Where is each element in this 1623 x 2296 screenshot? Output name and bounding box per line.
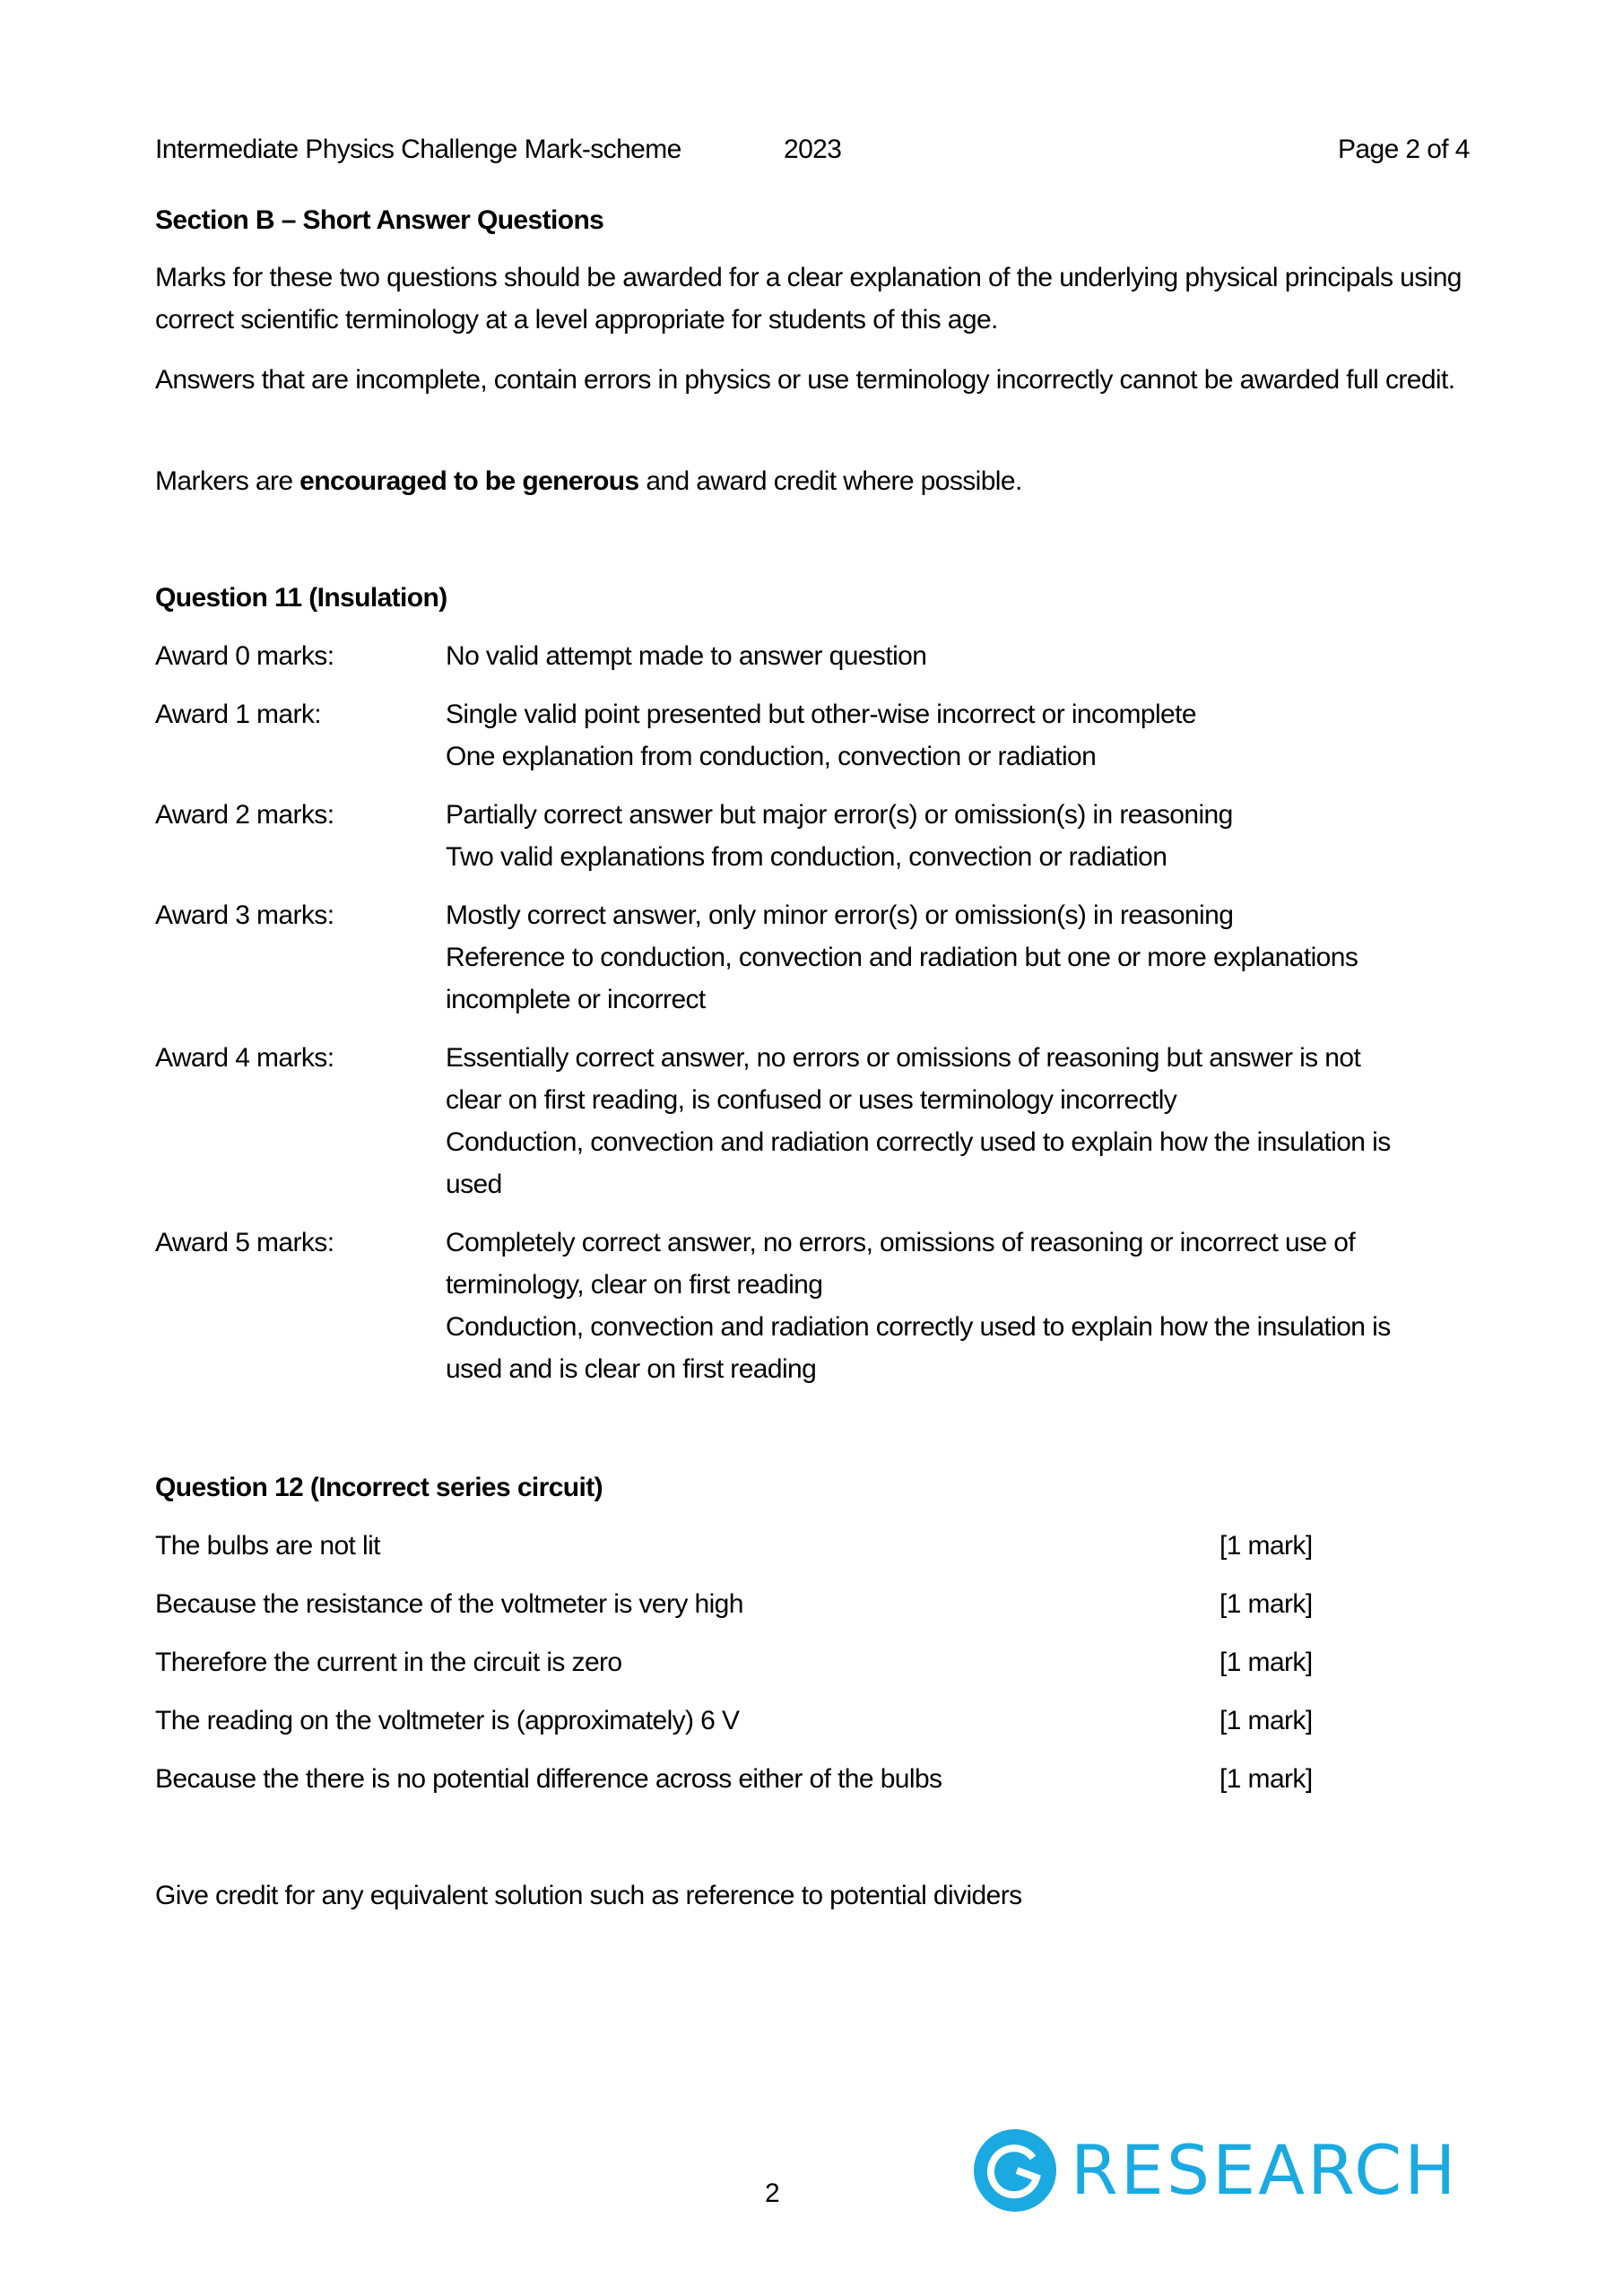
logo-wordmark: RESEARCH [1071,2130,1459,2210]
question-12-heading: Question 12 (Incorrect series circuit) [155,1473,603,1502]
award-criterion: Conduction, convection and radiation correctly used to explain how the insulation is [446,1312,1391,1342]
mark-point-row [155,1641,1321,1683]
award-criterion: Conduction, convection and radiation correctly used to explain how the insulation is [446,1127,1391,1157]
mark-point-row [155,1583,1321,1625]
intro-paragraph-2: Answers that are incomplete, contain errors in physics or use terminology incorrectly cannot be awarded full credit. [155,365,1455,395]
award-criterion: Mostly correct answer, only minor error(s) or omission(s) in reasoning [446,900,1234,930]
mark-point-value: [1 mark] [1219,1764,1313,1794]
award-criterion: One explanation from conduction, convection or radiation [446,742,1097,771]
generosity-emphasis: encouraged to be generous [299,466,639,496]
award-label: Award 0 marks: [155,641,334,671]
award-label: Award 1 mark: [155,700,322,729]
mark-point-row [155,1525,1321,1567]
award-label: Award 5 marks: [155,1228,334,1257]
mark-point-value: [1 mark] [1219,1706,1313,1735]
mark-point-text: Therefore the current in the circuit is zero [155,1648,622,1677]
award-criterion: Two valid explanations from conduction, convection or radiation [446,842,1167,872]
document-title: Intermediate Physics Challenge Mark-scheme [155,135,681,164]
award-criterion: incomplete or incorrect [446,985,706,1014]
award-label: Award 3 marks: [155,900,334,930]
generosity-prefix: Markers are [155,466,300,496]
award-label: Award 2 marks: [155,800,334,830]
award-criterion: clear on first reading, is confused or uses terminology incorrectly [446,1085,1177,1115]
mark-point-text: Because the resistance of the voltmeter is very high [155,1589,743,1619]
award-criterion: Single valid point presented but other-wise incorrect or incomplete [446,700,1196,729]
document-year: 2023 [784,135,842,164]
award-criterion: terminology, clear on first reading [446,1270,823,1300]
generosity-suffix: and award credit where possible. [638,466,1022,496]
intro-paragraph-1: Marks for these two questions should be awarded for a clear explanation of the underlying physical principals using correct scientific terminology at a level appropriate for students of this age. [155,263,1462,335]
section-heading: Section B – Short Answer Questions [155,205,604,235]
mark-point-value: [1 mark] [1219,1589,1313,1619]
mark-point-value: [1 mark] [1219,1648,1313,1677]
award-criterion: Essentially correct answer, no errors or omissions of reasoning but answer is not [446,1043,1361,1073]
g-logo-icon [970,2126,1060,2215]
mark-point-text: The reading on the voltmeter is (approximately) 6 V [155,1706,740,1735]
mark-point-row [155,1758,1321,1800]
generosity-note [155,460,1482,502]
mark-point-value: [1 mark] [1219,1531,1313,1561]
award-criterion: Partially correct answer but major error(s) or omission(s) in reasoning [446,800,1233,830]
page-number: 2 [765,2179,780,2208]
award-criterion: used and is clear on first reading [446,1354,817,1384]
award-label: Award 4 marks: [155,1043,334,1073]
equivalent-solution-note: Give credit for any equivalent solution such as reference to potential dividers [155,1881,1022,1910]
mark-point-text: Because the there is no potential difference across either of the bulbs [155,1764,942,1794]
g-research-logo [970,2126,1472,2215]
mark-point-text: The bulbs are not lit [155,1531,380,1561]
award-criterion: used [446,1170,502,1199]
award-criterion: No valid attempt made to answer question [446,641,927,671]
question-11-heading: Question 11 (Insulation) [155,583,447,613]
award-criterion: Reference to conduction, convection and radiation but one or more explanations [446,943,1358,972]
mark-point-row [155,1700,1321,1742]
award-criterion: Completely correct answer, no errors, omissions of reasoning or incorrect use of [446,1228,1356,1257]
page-indicator: Page 2 of 4 [1338,135,1470,164]
